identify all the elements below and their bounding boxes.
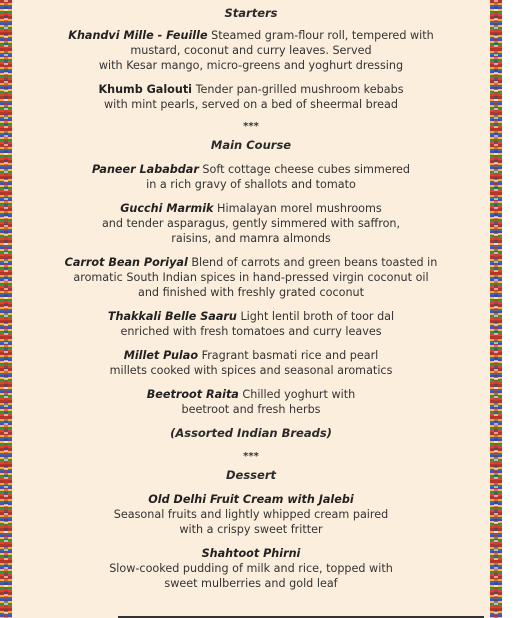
menu-item bbox=[14, 348, 488, 378]
decorative-border-right bbox=[490, 0, 502, 618]
menu-item bbox=[14, 255, 488, 300]
dish-description: with Kesar mango, micro-greens and yoghurt dressing bbox=[98, 59, 404, 72]
dish-description: Steamed gram-flour roll, tempered with bbox=[207, 29, 434, 42]
dish-description: with a crispy sweet fritter bbox=[179, 523, 323, 536]
dish-name: Beetroot Raita bbox=[146, 388, 239, 401]
menu-content bbox=[14, 6, 488, 591]
dish-name: Shahtoot Phirni bbox=[201, 547, 301, 560]
dish-description: Seasonal fruits and lightly whipped cream paired bbox=[113, 508, 389, 521]
breads-note: (Assorted Indian Breads) bbox=[170, 426, 332, 440]
section-heading-main-course: Main Course bbox=[210, 138, 292, 152]
menu-item bbox=[14, 28, 488, 73]
dish-description: Soft cottage cheese cubes simmered bbox=[198, 163, 411, 176]
dish-description: millets cooked with spices and seasonal aromatics bbox=[109, 364, 393, 377]
menu-item bbox=[14, 309, 488, 339]
dish-name: Carrot Bean Poriyal bbox=[64, 256, 188, 269]
dish-description: Himalayan morel mushrooms bbox=[213, 202, 382, 215]
dish-description: beetroot and fresh herbs bbox=[181, 403, 321, 416]
menu-item bbox=[14, 82, 488, 112]
dish-description: and finished with freshly grated coconut bbox=[137, 286, 365, 299]
section-heading-dessert: Dessert bbox=[225, 468, 276, 482]
dish-name: Thakkali Belle Saaru bbox=[107, 310, 237, 323]
dish-description: and tender asparagus, gently simmered with saffron, bbox=[101, 217, 401, 230]
dish-name: Old Delhi Fruit Cream with Jalebi bbox=[148, 493, 354, 506]
dish-name: Paneer Lababdar bbox=[91, 163, 199, 176]
dish-description: sweet mulberries and gold leaf bbox=[164, 577, 338, 590]
menu-item bbox=[14, 387, 488, 417]
dish-description: Slow-cooked pudding of milk and rice, topped with bbox=[109, 562, 393, 575]
dish-description: Blend of carrots and green beans toasted in bbox=[187, 256, 438, 269]
dish-description: with mint pearls, served on a bed of sheermal bread bbox=[104, 98, 398, 111]
dish-name: Khumb Galouti bbox=[98, 83, 193, 96]
dish-description: Tender pan-grilled mushroom kebabs bbox=[192, 83, 404, 96]
dish-description: Fragrant basmati rice and pearl bbox=[198, 349, 379, 362]
dish-description: raisins, and mamra almonds bbox=[171, 232, 331, 245]
dish-description: aromatic South Indian spices in hand-pressed virgin coconut oil bbox=[73, 271, 429, 284]
dish-name: Khandvi Mille - Feuille bbox=[68, 29, 208, 42]
separator-stars: *** bbox=[243, 121, 259, 132]
menu-item bbox=[14, 201, 488, 246]
decorative-border-left bbox=[0, 0, 12, 618]
menu-item bbox=[14, 162, 488, 192]
dish-description: Light lentil broth of toor dal bbox=[236, 310, 395, 323]
dish-name: Gucchi Marmik bbox=[120, 202, 214, 215]
dish-description: Chilled yoghurt with bbox=[238, 388, 356, 401]
separator-stars: *** bbox=[243, 451, 259, 462]
dish-description: enriched with fresh tomatoes and curry leaves bbox=[120, 325, 382, 338]
section-heading-starters: Starters bbox=[224, 6, 278, 20]
dish-description: mustard, coconut and curry leaves. Served bbox=[130, 44, 372, 57]
dish-description: in a rich gravy of shallots and tomato bbox=[146, 178, 356, 191]
menu-item bbox=[14, 546, 488, 591]
menu-item bbox=[14, 492, 488, 537]
dish-name: Millet Pulao bbox=[123, 349, 199, 362]
